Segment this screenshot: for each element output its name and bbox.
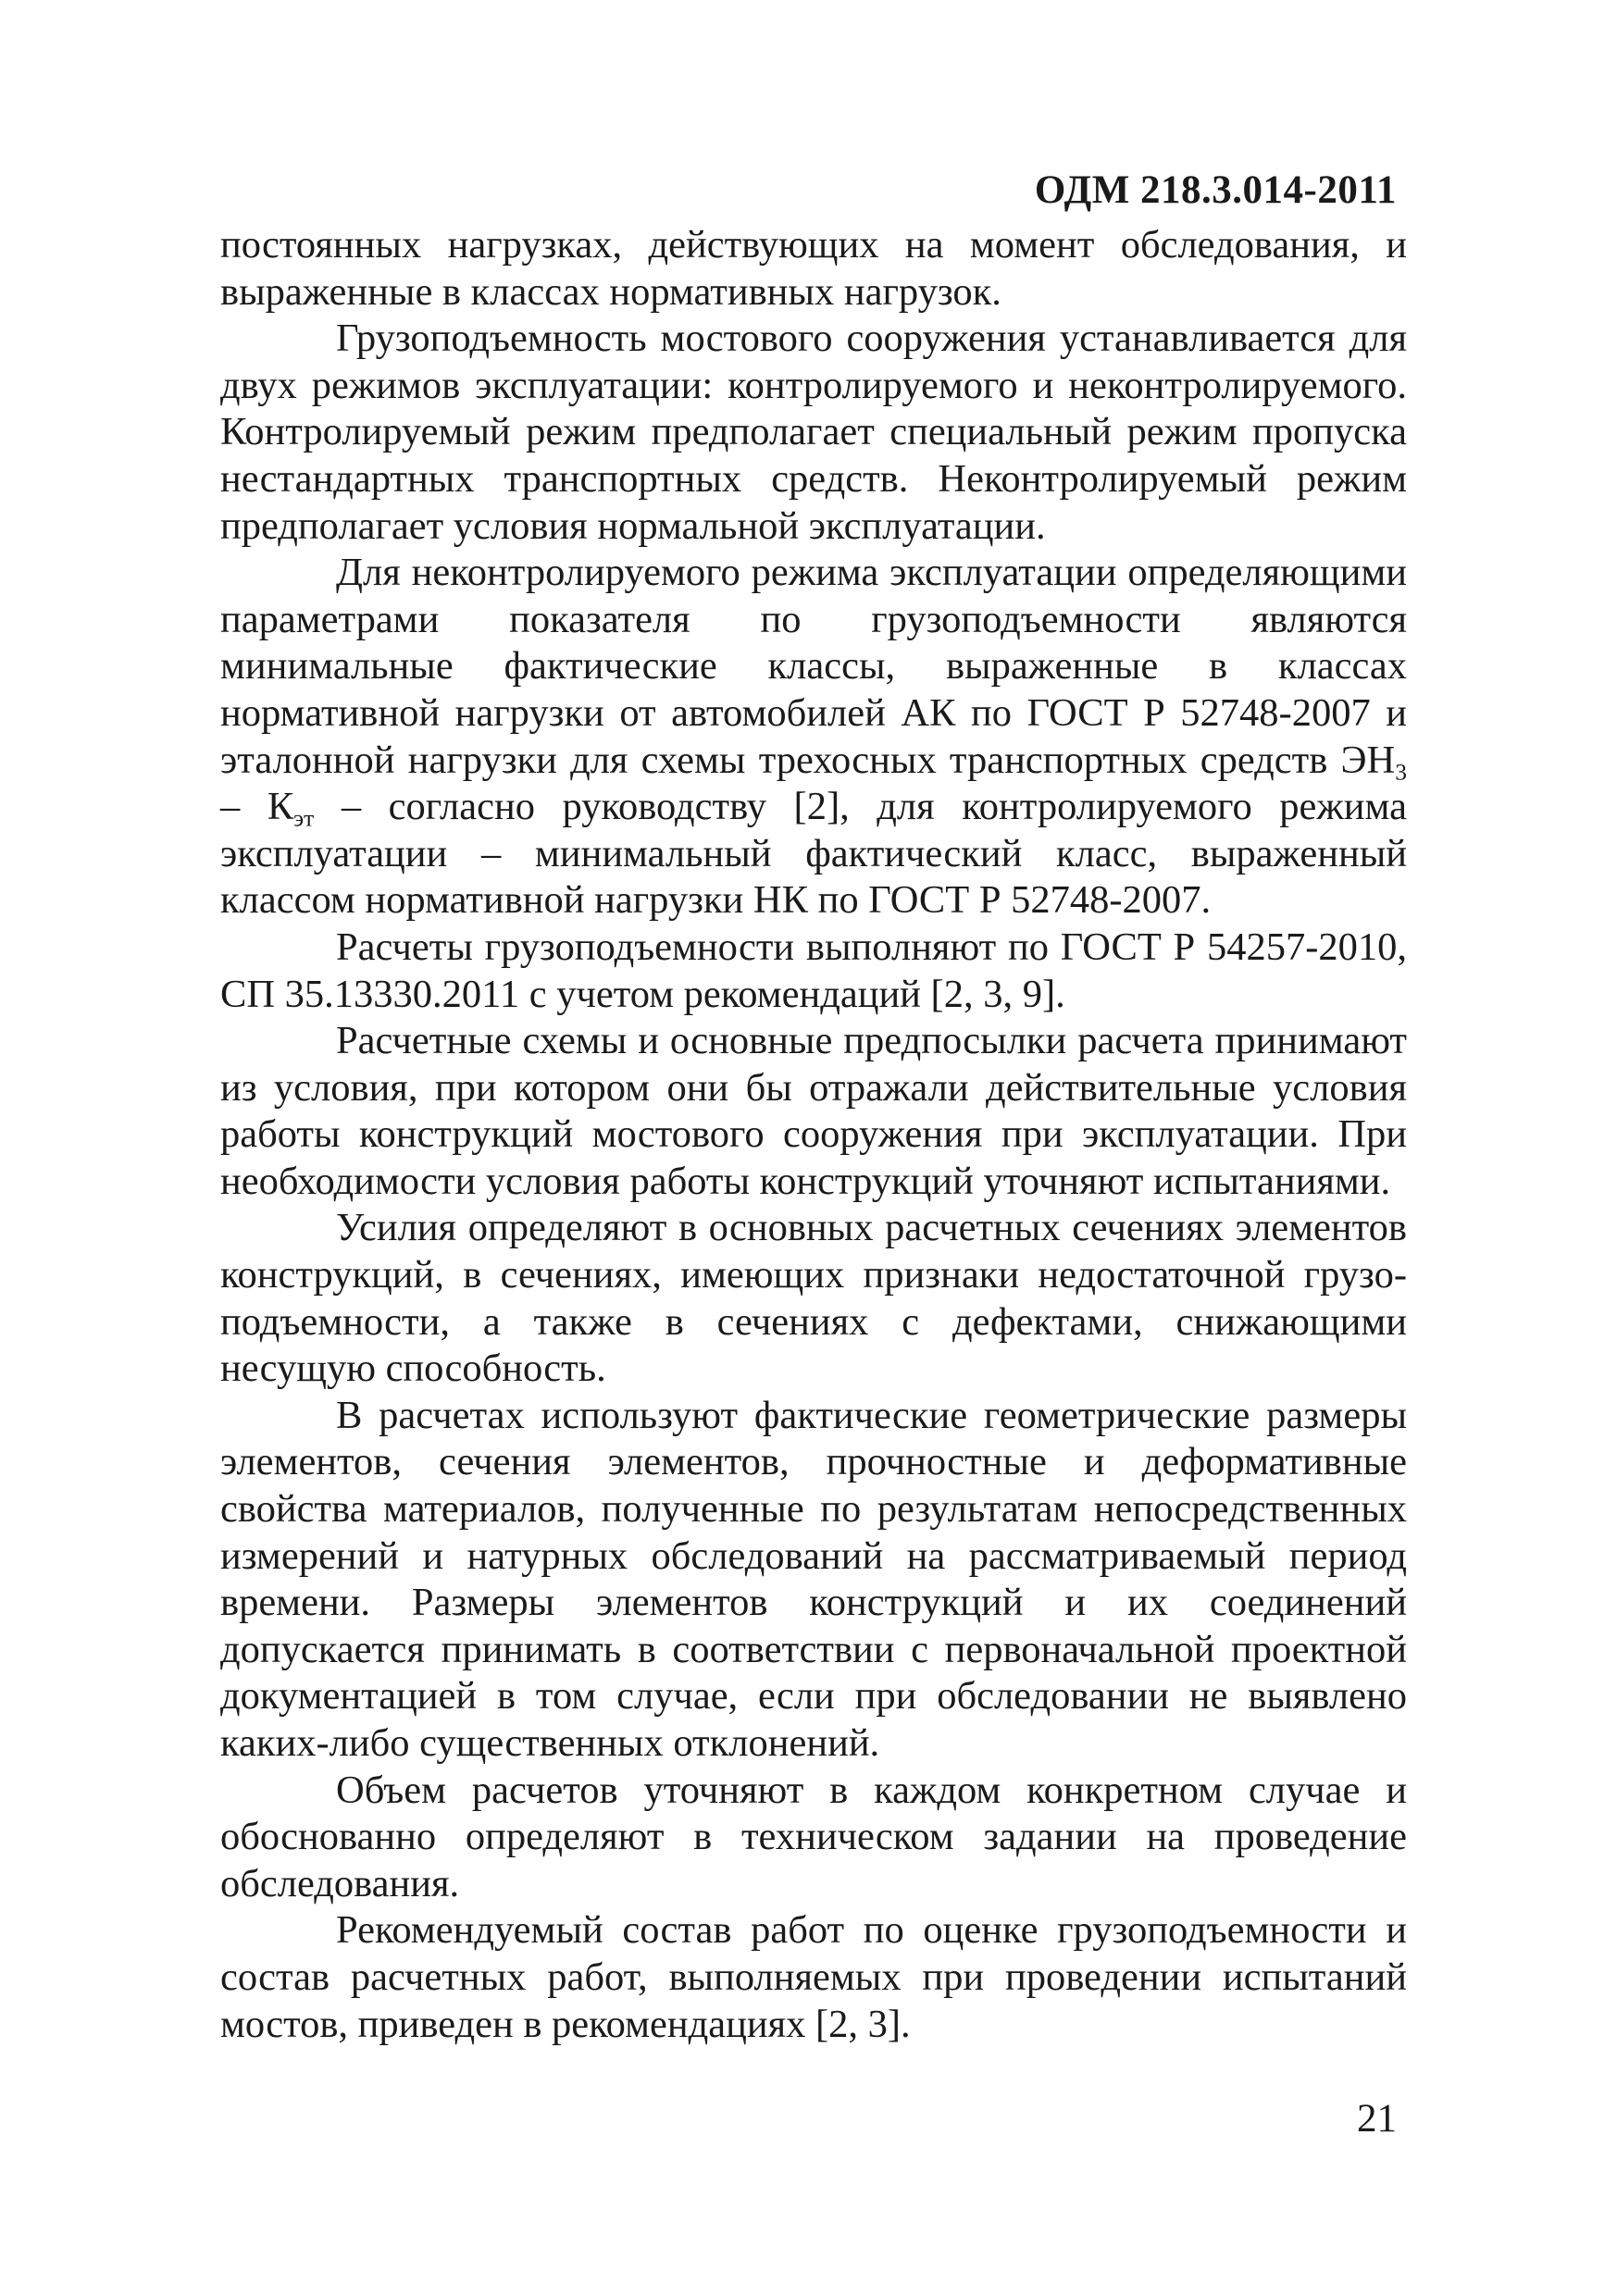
paragraph-calculation-scope: Объем расчетов уточняют в каждом конкретном случае и обоснованно определяют в техническом задании на проведение обследования. — [220, 1768, 1407, 1905]
paragraph-forces-sections: Усилия определяют в основных расчетных сечениях элементов конструкций, в сечениях, имеющих признаки недостаточной грузо-подъемности, а также в сечениях с дефектами, снижающими несущую способность. — [220, 1206, 1407, 1391]
paragraph-uncontrolled-mode-parameters — [220, 550, 1407, 925]
paragraph-actual-dimensions: В расчетах используют фактические геометрические размеры элементов, сечения элементов, прочностные и деформативные свойства материалов, полученные по результатам непосредственных измерений и натурных обследований на рассматриваемый период времени. Размеры элементов конструкций и их соединений допускается принимать в соответствии с первоначальной проектной документацией в том случае, если при обследовании не выявлено каких-либо существенных отклонений. — [220, 1393, 1407, 1765]
subscript-et: эт — [293, 804, 315, 832]
paragraph-continuation: постоянных нагрузках, действующих на момент обследования, и выраженные в классах нормативных нагрузок. — [220, 223, 1407, 314]
paragraph-calculation-standards: Расчеты грузоподъемности выполняют по ГОСТ Р 54257-2010, СП 35.13330.2011 с учетом рекомендаций [2, 3, 9]. — [220, 925, 1407, 1016]
document-code-header: ОДМ 218.3.014-2011 — [1034, 168, 1397, 212]
paragraph-text-part: – К — [220, 785, 294, 829]
paragraph-text-part: – согласно руководству [2], для контролируемого режима эксплуатации – минимальный фактический класс, выраженный классом нормативной нагрузки НК по ГОСТ Р 52748-2007. — [220, 785, 1407, 923]
paragraph-load-capacity-modes: Грузоподъемность мостового сооружения устанавливается для двух режимов эксплуатации: контролируемого и неконтролируемого. Контролируемый режим предполагает специальный режим пропуска нестандартных транспортных средств. Неконтролируемый режим предполагает условия нормальной эксплуатации. — [220, 316, 1407, 548]
paragraph-calculation-schemes: Расчетные схемы и основные предпосылки расчета принимают из условия, при котором они бы отражали действительные условия работы конструкций мостового сооружения при эксплуатации. При необходимости условия работы конструкций уточняют испытаниями. — [220, 1019, 1407, 1203]
page-number: 21 — [1357, 2097, 1397, 2141]
body-text — [220, 222, 1407, 2048]
subscript-3: 3 — [1395, 758, 1407, 786]
paragraph-recommended-works: Рекомендуемый состав работ по оценке грузоподъемности и состав расчетных работ, выполняемых при проведении испытаний мостов, приведен в рекомендациях [2, 3]. — [220, 1908, 1407, 2046]
paragraph-text-part: Для неконтролируемого режима эксплуатации определяющими параметрами показателя по грузоподъемности являются минимальные фактические классы, выраженные в классах нормативной нагрузки от автомобилей АК по ГОСТ Р 52748-2007 и эталонной нагрузки для схемы трехосных транспортных средств ЭН — [220, 551, 1407, 782]
